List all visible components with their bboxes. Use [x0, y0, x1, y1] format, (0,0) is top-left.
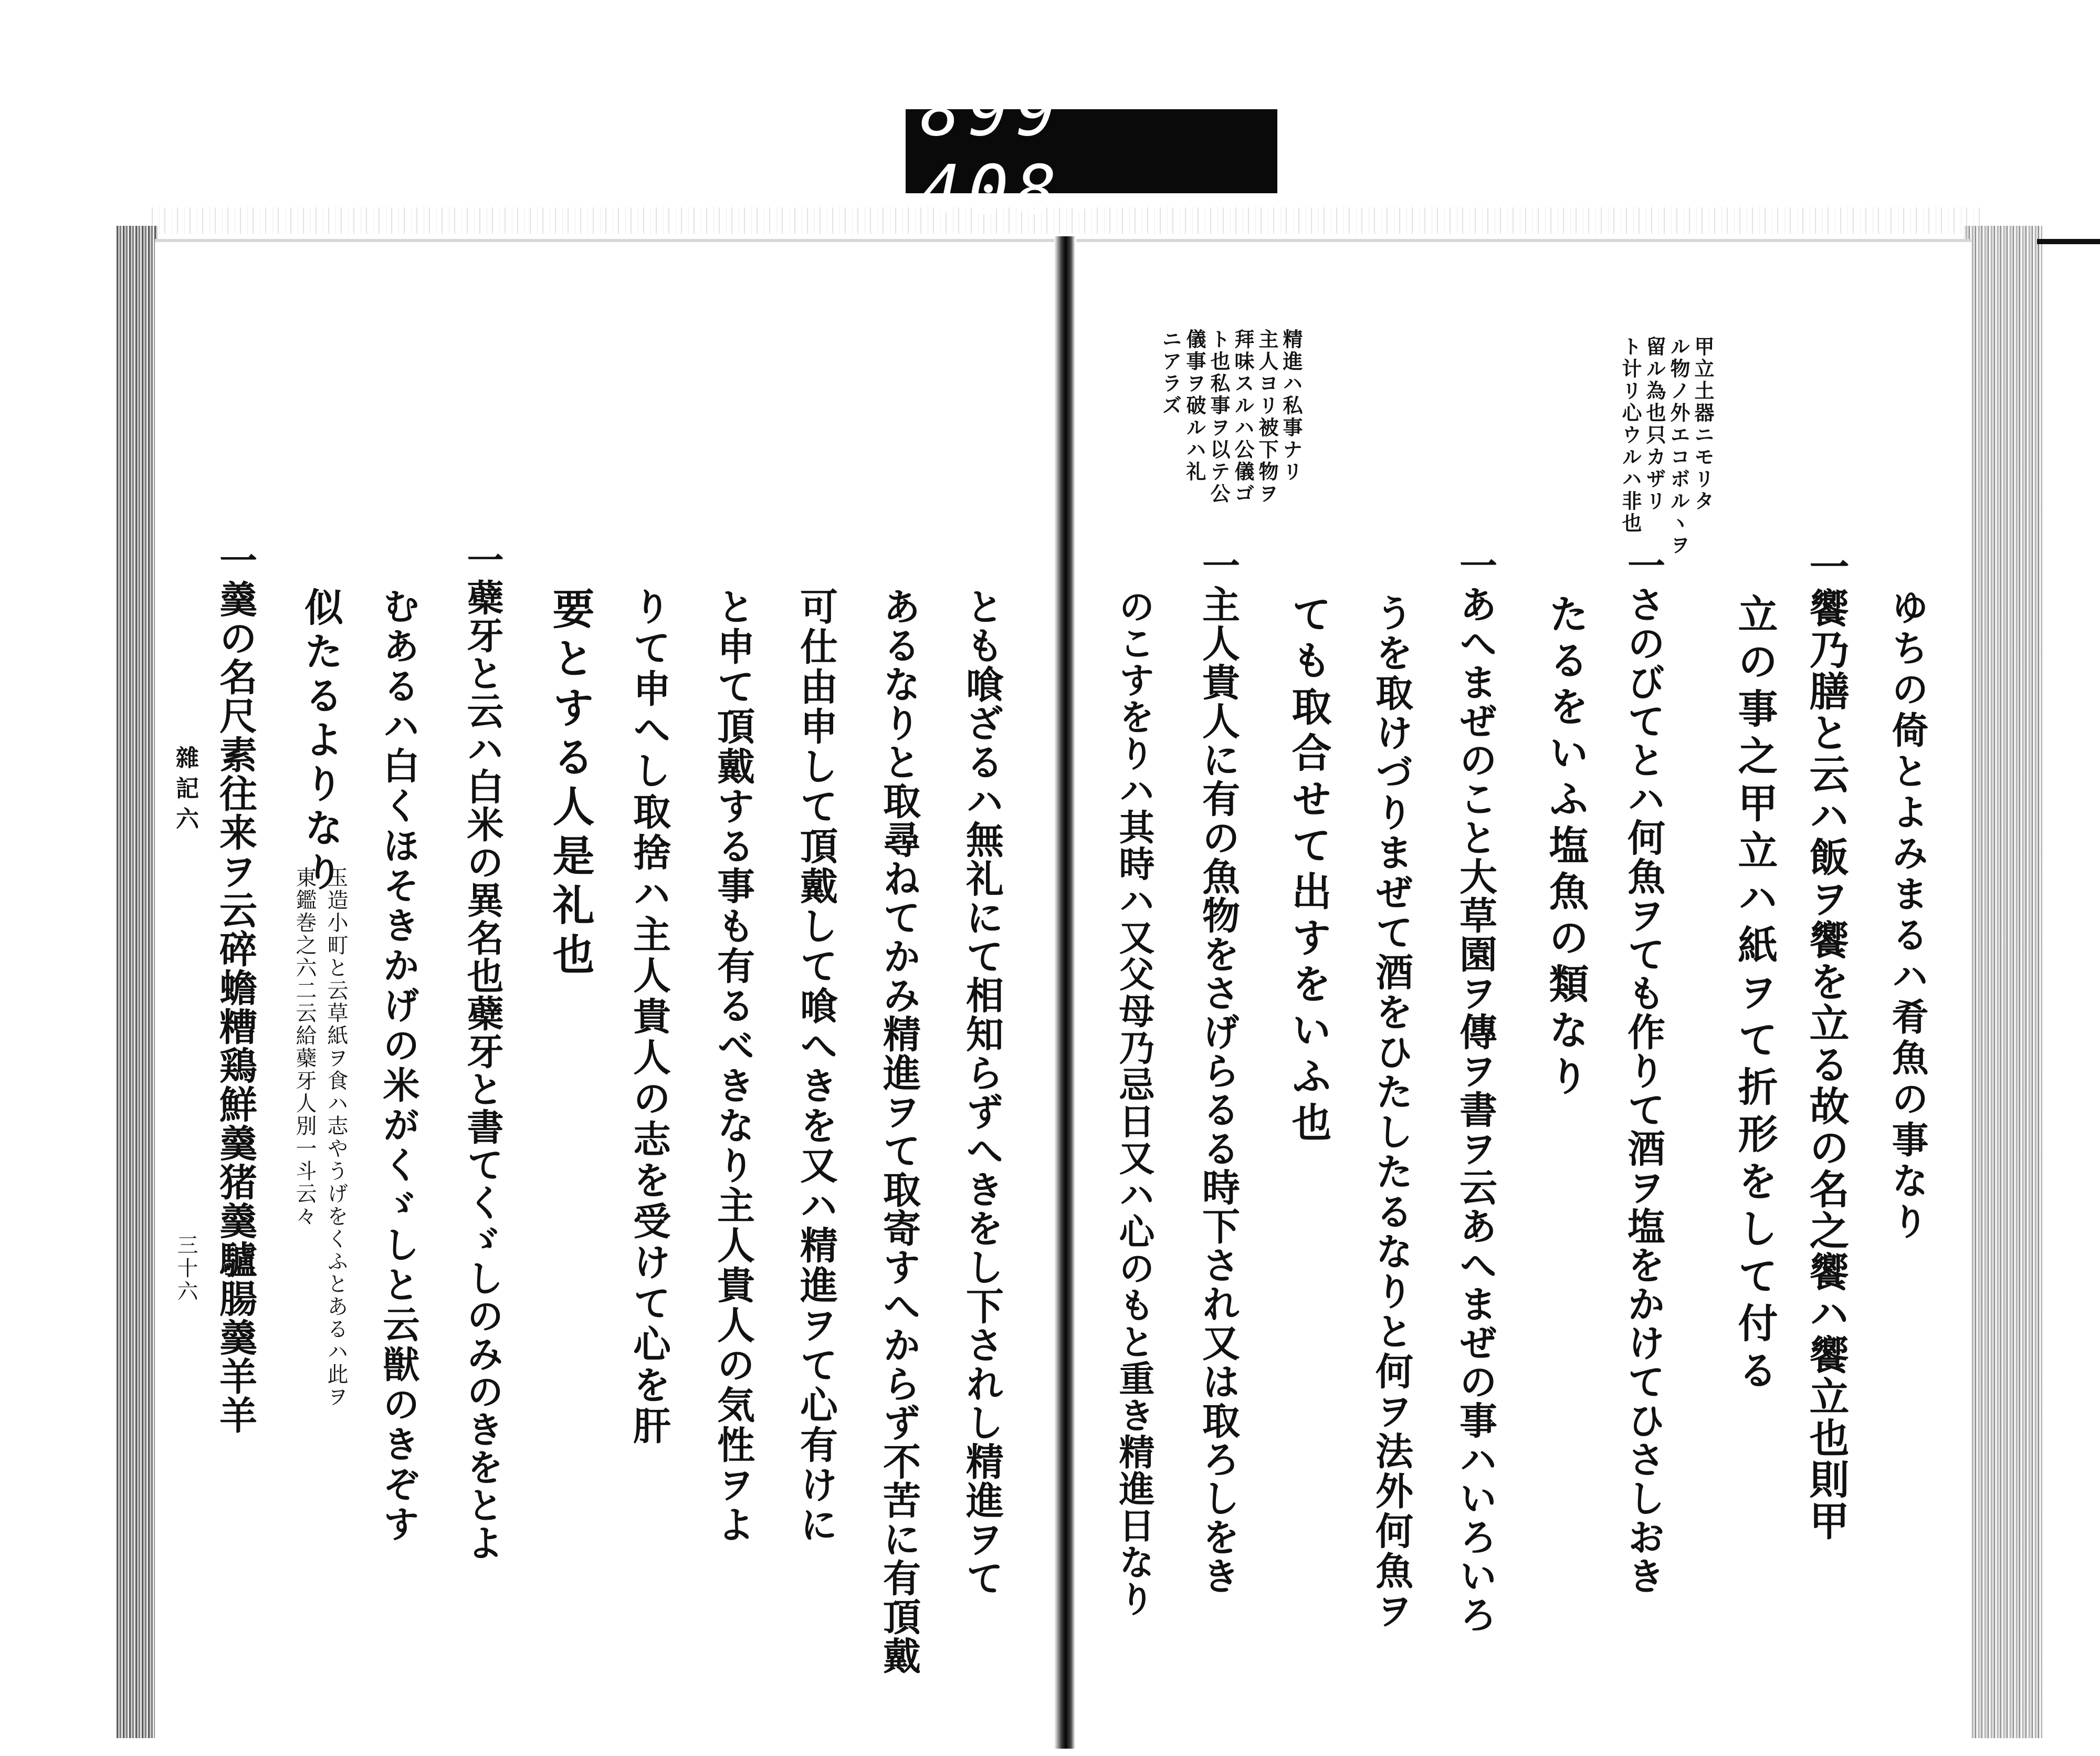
- text-column: 要とする人是礼也: [545, 587, 595, 982]
- text-column: うを取けづりまぜて酒をひたしたるなりと何ヲ法外何魚ヲ: [1369, 593, 1414, 1631]
- page-number: 三十六: [174, 1234, 198, 1303]
- book-gutter: [1054, 236, 1075, 1749]
- head-note: 儀事ヲ破ルハ礼: [1183, 329, 1206, 483]
- text-column: りて申へし取捨ハ主人貴人の志を受けて心を肝: [627, 587, 671, 1447]
- specimen-number-label: [906, 73, 1277, 229]
- note-column: 東鑑巻之六二云給蘗牙人別一斗云々: [292, 866, 317, 1228]
- head-note: ル物ノ外エコボルヽヲ: [1667, 336, 1690, 557]
- crop-mark: [2037, 239, 2100, 244]
- note-column: 玉造小町と云草紙ヲ食ハ志やうげをくふとあるハ此ヲ: [324, 866, 348, 1408]
- specimen-number: 899 408.: [920, 73, 1112, 229]
- left-page: [155, 239, 1060, 1739]
- text-column: と申て頂戴する事も有るべきなり主人貴人の気性ヲよ: [711, 587, 755, 1545]
- text-column: 一主人貴人に有の魚物をさげらるる時下され又は取ろしをき: [1196, 546, 1241, 1595]
- text-column: 立の事之甲立ハ紙ヲて折形をして付る: [1731, 593, 1778, 1397]
- head-note: ト也私事ヲ以テ公: [1207, 329, 1231, 505]
- text-column: 一あへまぜのこと大草園ヲ傳ヲ書ヲ云あへまぜの事ハいろいろ: [1453, 546, 1498, 1634]
- text-column: ても取合せて出すをいふ也: [1285, 593, 1332, 1148]
- text-column: あるなりと取尋ねてかみ精進ヲて取寄すへからず不苦に有頂戴: [877, 587, 921, 1675]
- text-column: たるをいふ塩魚の類なり: [1542, 593, 1589, 1102]
- running-head: 雜記六: [172, 746, 198, 837]
- text-column: 一蘗牙と云ハ白米の異名也蘗牙と書てくゞしのみのきをとよ: [461, 541, 505, 1562]
- text-column: 可仕由申して頂戴して喰へきを又ハ精進ヲて心有けに: [794, 587, 838, 1545]
- head-note: ト计リ心ウルハ非也: [1619, 336, 1642, 535]
- head-note: 留ル為也只カザリ: [1643, 336, 1666, 513]
- head-note: 精進ハ私事ナリ: [1279, 329, 1303, 483]
- text-column: 一饗乃膳と云ハ飯ヲ饗を立る故の名之饗ハ饗立也則甲: [1803, 546, 1850, 1542]
- text-column: 一羹の名尺素往来ヲ云碎蟾糟鶏鮮羹猪羹驢腸羹羊羊: [213, 541, 258, 1435]
- text-column: とも喰ざるハ無礼にて相知らずへきをし下されし精進ヲて: [960, 587, 1004, 1597]
- head-note: 甲立土器ニモリタ: [1691, 336, 1715, 513]
- text-column: 一さのびてとハ何魚ヲても作りて酒ヲ塩をかけてひさしおき: [1621, 546, 1666, 1595]
- text-column: のこすをりハ其時ハ又父母乃忌日又ハ心のもと重き精進日なり: [1113, 588, 1155, 1617]
- text-column: 似たるよりなり: [298, 587, 343, 896]
- left-page-edges: [117, 226, 158, 1738]
- text-column: ゆちの倚とよみまるハ肴魚の事なり: [1886, 588, 1929, 1243]
- right-page-edges: [1964, 226, 2042, 1738]
- head-note: 拜味スルハ公儀ゴ: [1231, 329, 1255, 505]
- text-column: むあるハ白くほそきかげの米がくゞしと云獣のきぞす: [377, 587, 421, 1545]
- head-note: ニアラズ: [1159, 329, 1182, 417]
- head-note: 主人ヨリ被下物ヲ: [1255, 329, 1279, 505]
